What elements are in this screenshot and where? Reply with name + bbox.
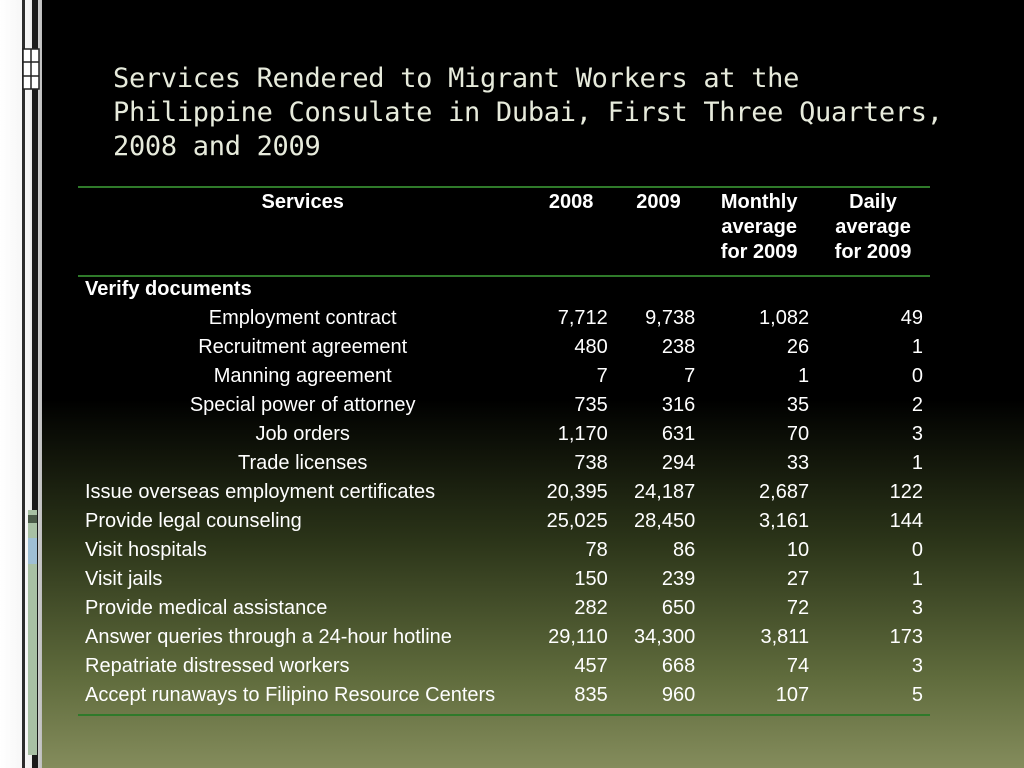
monthly-average-cell: 70 xyxy=(786,423,810,445)
table-row xyxy=(78,683,930,715)
daily-average-cell: 3 xyxy=(911,423,923,445)
daily-average-cell: 3 xyxy=(911,597,923,619)
table-row xyxy=(78,480,930,509)
header-daily-average: Daily average for 2009 xyxy=(834,191,912,263)
service-cell: Provide legal counseling xyxy=(85,510,302,532)
header-row xyxy=(78,187,930,276)
value-2009-cell: 631 xyxy=(661,423,696,445)
table-row xyxy=(78,364,930,393)
monthly-average-cell: 1 xyxy=(797,365,810,387)
service-cell: Manning agreement xyxy=(213,365,392,387)
daily-average-cell: 3 xyxy=(911,655,923,677)
daily-average-cell: 1 xyxy=(911,336,923,358)
value-2008-cell: 735 xyxy=(574,394,608,416)
service-cell: Job orders xyxy=(255,423,350,445)
monthly-average-cell: 1,082 xyxy=(759,307,810,329)
value-2009-cell: 239 xyxy=(661,568,696,590)
table-row xyxy=(78,596,930,625)
monthly-average-cell: 26 xyxy=(786,336,810,358)
daily-average-cell: 5 xyxy=(911,684,923,706)
table-row xyxy=(78,451,930,480)
service-cell: Visit hospitals xyxy=(85,539,207,561)
value-2008-cell: 20,395 xyxy=(546,481,608,503)
value-2008-cell: 150 xyxy=(574,568,608,590)
table-body xyxy=(78,276,930,715)
daily-average-cell: 1 xyxy=(911,452,923,474)
value-2009-cell: 86 xyxy=(672,539,696,561)
service-cell: Repatriate distressed workers xyxy=(85,655,350,677)
daily-average-cell: 144 xyxy=(889,510,923,532)
value-2009-cell: 28,450 xyxy=(634,510,696,532)
slide-title: Services Rendered to Migrant Workers at the Philippine Consulate in Dubai, First Three Quarters, 2008 and 2009 xyxy=(113,63,943,162)
value-2009-cell: 294 xyxy=(661,452,696,474)
monthly-average-cell: 27 xyxy=(786,568,810,590)
value-2009-cell: 9,738 xyxy=(645,307,696,329)
strip-blue-bar xyxy=(28,538,37,564)
value-2009-cell: 24,187 xyxy=(634,481,696,503)
monthly-average-cell: 74 xyxy=(786,655,810,677)
table-row xyxy=(78,625,930,654)
table-row xyxy=(78,538,930,567)
monthly-average-cell: 3,811 xyxy=(760,626,810,648)
value-2009-cell: 650 xyxy=(661,597,696,619)
service-cell: Employment contract xyxy=(208,307,397,329)
daily-average-cell: 49 xyxy=(900,307,923,329)
table-row xyxy=(78,567,930,596)
table-row xyxy=(78,393,930,422)
value-2008-cell: 738 xyxy=(574,452,608,474)
header-2008: 2008 xyxy=(548,191,594,213)
decorative-side-strip xyxy=(0,0,42,768)
monthly-average-cell: 10 xyxy=(786,539,810,561)
service-cell: Provide medical assistance xyxy=(85,597,328,619)
table-header xyxy=(78,187,930,276)
table-row xyxy=(78,335,930,364)
value-2008-cell: 7,712 xyxy=(557,307,608,329)
daily-average-cell: 0 xyxy=(911,365,923,387)
value-2008-cell: 1,170 xyxy=(557,423,608,445)
table-row xyxy=(78,654,930,683)
window-grid-icon xyxy=(22,48,40,90)
strip-dark-block xyxy=(28,515,37,523)
service-cell: Issue overseas employment certificates xyxy=(85,481,436,503)
section-label-verify-documents: Verify documents xyxy=(85,278,252,300)
value-2008-cell: 835 xyxy=(574,684,608,706)
table-row xyxy=(78,306,930,335)
daily-average-cell: 2 xyxy=(911,394,923,416)
monthly-average-cell: 3,161 xyxy=(759,510,810,532)
services-table xyxy=(78,186,930,716)
daily-average-cell: 1 xyxy=(911,568,923,590)
strip-dark-bar xyxy=(22,0,25,768)
service-cell: Trade licenses xyxy=(238,452,368,474)
service-cell: Visit jails xyxy=(85,568,163,590)
table-row xyxy=(78,509,930,538)
value-2008-cell: 7 xyxy=(596,365,608,387)
value-2009-cell: 34,300 xyxy=(634,626,696,648)
value-2008-cell: 78 xyxy=(585,539,608,561)
monthly-average-cell: 33 xyxy=(786,452,810,474)
monthly-average-cell: 72 xyxy=(786,597,810,619)
monthly-average-cell: 107 xyxy=(775,684,810,706)
header-services: Services xyxy=(261,191,344,213)
service-cell: Accept runaways to Filipino Resource Centers xyxy=(85,684,496,706)
section-row xyxy=(78,276,930,306)
value-2009-cell: 960 xyxy=(661,684,696,706)
header-2009: 2009 xyxy=(636,191,681,213)
service-cell: Answer queries through a 24-hour hotline xyxy=(85,626,452,648)
daily-average-cell: 122 xyxy=(889,481,923,503)
value-2009-cell: 7 xyxy=(684,365,696,387)
header-monthly-average: Monthly average for 2009 xyxy=(720,191,798,263)
service-cell: Recruitment agreement xyxy=(198,336,408,358)
value-2008-cell: 282 xyxy=(574,597,608,619)
value-2009-cell: 238 xyxy=(661,336,696,358)
daily-average-cell: 0 xyxy=(911,539,923,561)
table-row xyxy=(78,422,930,451)
value-2008-cell: 457 xyxy=(574,655,608,677)
value-2008-cell: 480 xyxy=(574,336,608,358)
value-2008-cell: 25,025 xyxy=(546,510,608,532)
daily-average-cell: 173 xyxy=(889,626,923,648)
service-cell: Special power of attorney xyxy=(189,394,416,416)
value-2009-cell: 316 xyxy=(661,394,696,416)
monthly-average-cell: 35 xyxy=(786,394,810,416)
monthly-average-cell: 2,687 xyxy=(759,481,810,503)
value-2008-cell: 29,110 xyxy=(548,626,608,648)
value-2009-cell: 668 xyxy=(661,655,696,677)
